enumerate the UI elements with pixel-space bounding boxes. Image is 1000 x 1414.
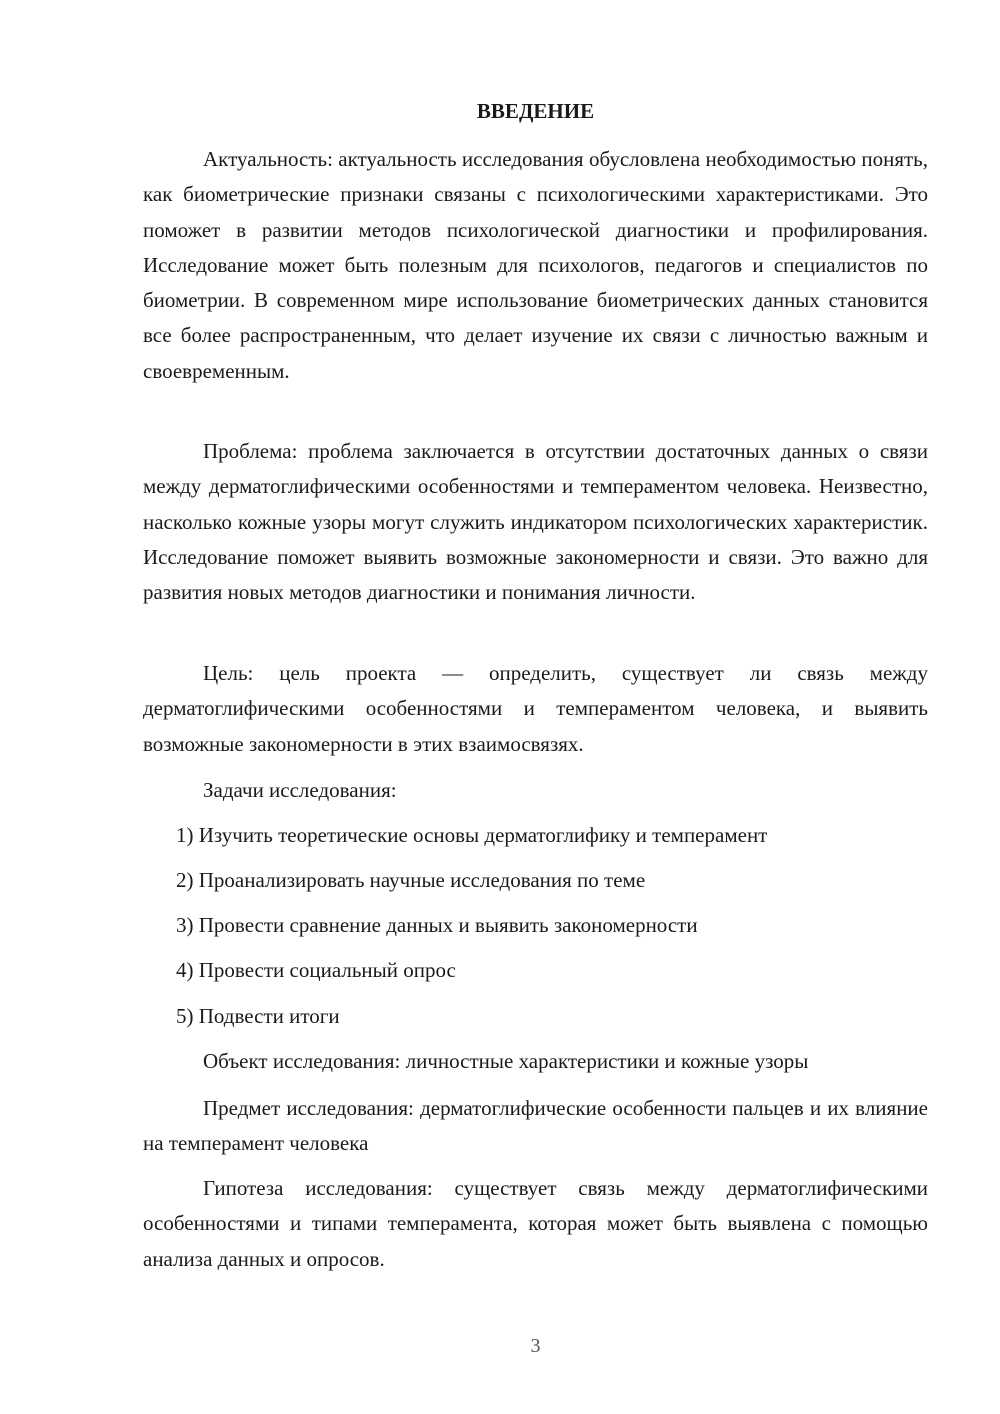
subject-paragraph: Предмет исследования: дерматоглифические особенности пальцев и их влияние на темперамент человека xyxy=(143,1096,928,1156)
task-item-2: 2) Проанализировать научные исследования по теме xyxy=(176,868,646,892)
document-page xyxy=(143,0,928,1414)
page-number: 3 xyxy=(530,1335,541,1357)
relevance-paragraph: Актуальность: актуальность исследования обусловлена необходимостью понять, как биометрические признаки связаны с психологическими характеристиками. Это поможет в развитии методов психологической диагностики и профилирования. Исследование может быть полезным для психологов, педагогов и специалистов по биометрии. В современном мире использование биометрических данных становится все более распространенным, что делает изучение их связи с личностью важным и своевременным. xyxy=(143,147,928,383)
task-item-3: 3) Провести сравнение данных и выявить закономерности xyxy=(176,913,698,937)
object-paragraph: Объект исследования: личностные характеристики и кожные узоры xyxy=(203,1049,809,1073)
task-item-4: 4) Провести социальный опрос xyxy=(176,958,456,982)
page-title: ВВЕДЕНИЕ xyxy=(476,99,595,123)
goal-paragraph: Цель: цель проекта — определить, существует ли связь между дерматоглифическими особенностями и темпераментом человека, и выявить возможные закономерности в этих взаимосвязях. xyxy=(143,661,928,756)
hypothesis-paragraph: Гипотеза исследования: существует связь между дерматоглифическими особенностями и типами темперамента, которая может быть выявлена с помощью анализа данных и опросов. xyxy=(143,1176,928,1271)
tasks-heading: Задачи исследования: xyxy=(203,778,397,802)
problem-paragraph: Проблема: проблема заключается в отсутствии достаточных данных о связи между дерматоглифическими особенностями и темпераментом человека. Неизвестно, насколько кожные узоры могут служить индикатором психологических характеристик. Исследование поможет выявить возможные закономерности и связи. Это важно для развития новых методов диагностики и понимания личности. xyxy=(143,439,928,605)
task-item-5: 5) Подвести итоги xyxy=(176,1004,340,1028)
task-item-1: 1) Изучить теоретические основы дерматоглифику и темперамент xyxy=(176,823,768,847)
